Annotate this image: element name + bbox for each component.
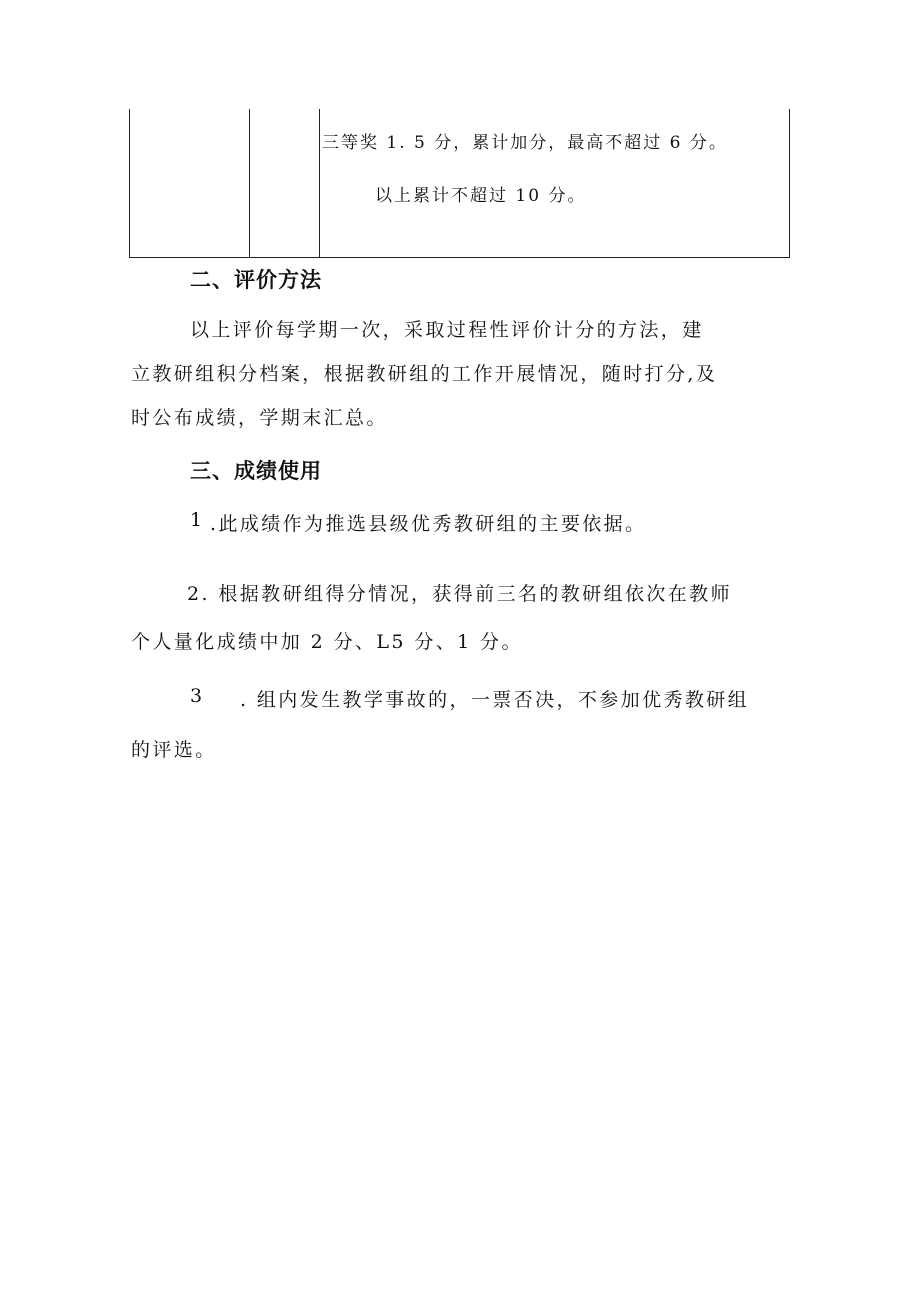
section-heading-score-use: 三、成绩使用 [190, 459, 322, 483]
list-item-1-number: 1 [190, 509, 205, 531]
list-item-3-line-2: 的评选。 [131, 739, 217, 761]
paragraph-line-3: 时公布成绩，学期末汇总。 [131, 407, 388, 429]
table-bottom-border [129, 257, 790, 258]
list-item-3-line-1: . 组内发生教学事故的，一票否决，不参加优秀教研组 [240, 689, 750, 711]
list-item-1-text: .此成绩作为推选县级优秀教研组的主要依据。 [210, 513, 647, 535]
table-cell-line-2: 以上累计不超过 10 分。 [375, 186, 587, 206]
paragraph-line-2: 立教研组积分档案，根据教研组的工作开展情况，随时打分,及 [131, 363, 718, 385]
list-item-3-number: 3 [190, 685, 205, 707]
paragraph-line-1: 以上评价每学期一次，采取过程性评价计分的方法，建 [190, 319, 704, 341]
table-column-divider-2 [319, 109, 320, 258]
table-cell-line-1: 三等奖 1. 5 分，累计加分，最高不超过 6 分。 [322, 133, 728, 153]
list-item-2-line-1: 2. 根据教研组得分情况，获得前三名的教研组依次在教师 [187, 583, 732, 605]
section-heading-evaluation-method: 二、评价方法 [190, 268, 322, 292]
table-left-border [129, 109, 130, 258]
table-fragment [129, 109, 790, 258]
table-column-divider-1 [249, 109, 250, 258]
table-right-border [789, 109, 790, 258]
list-item-2-line-2: 个人量化成绩中加 2 分、L5 分、1 分。 [131, 631, 523, 653]
